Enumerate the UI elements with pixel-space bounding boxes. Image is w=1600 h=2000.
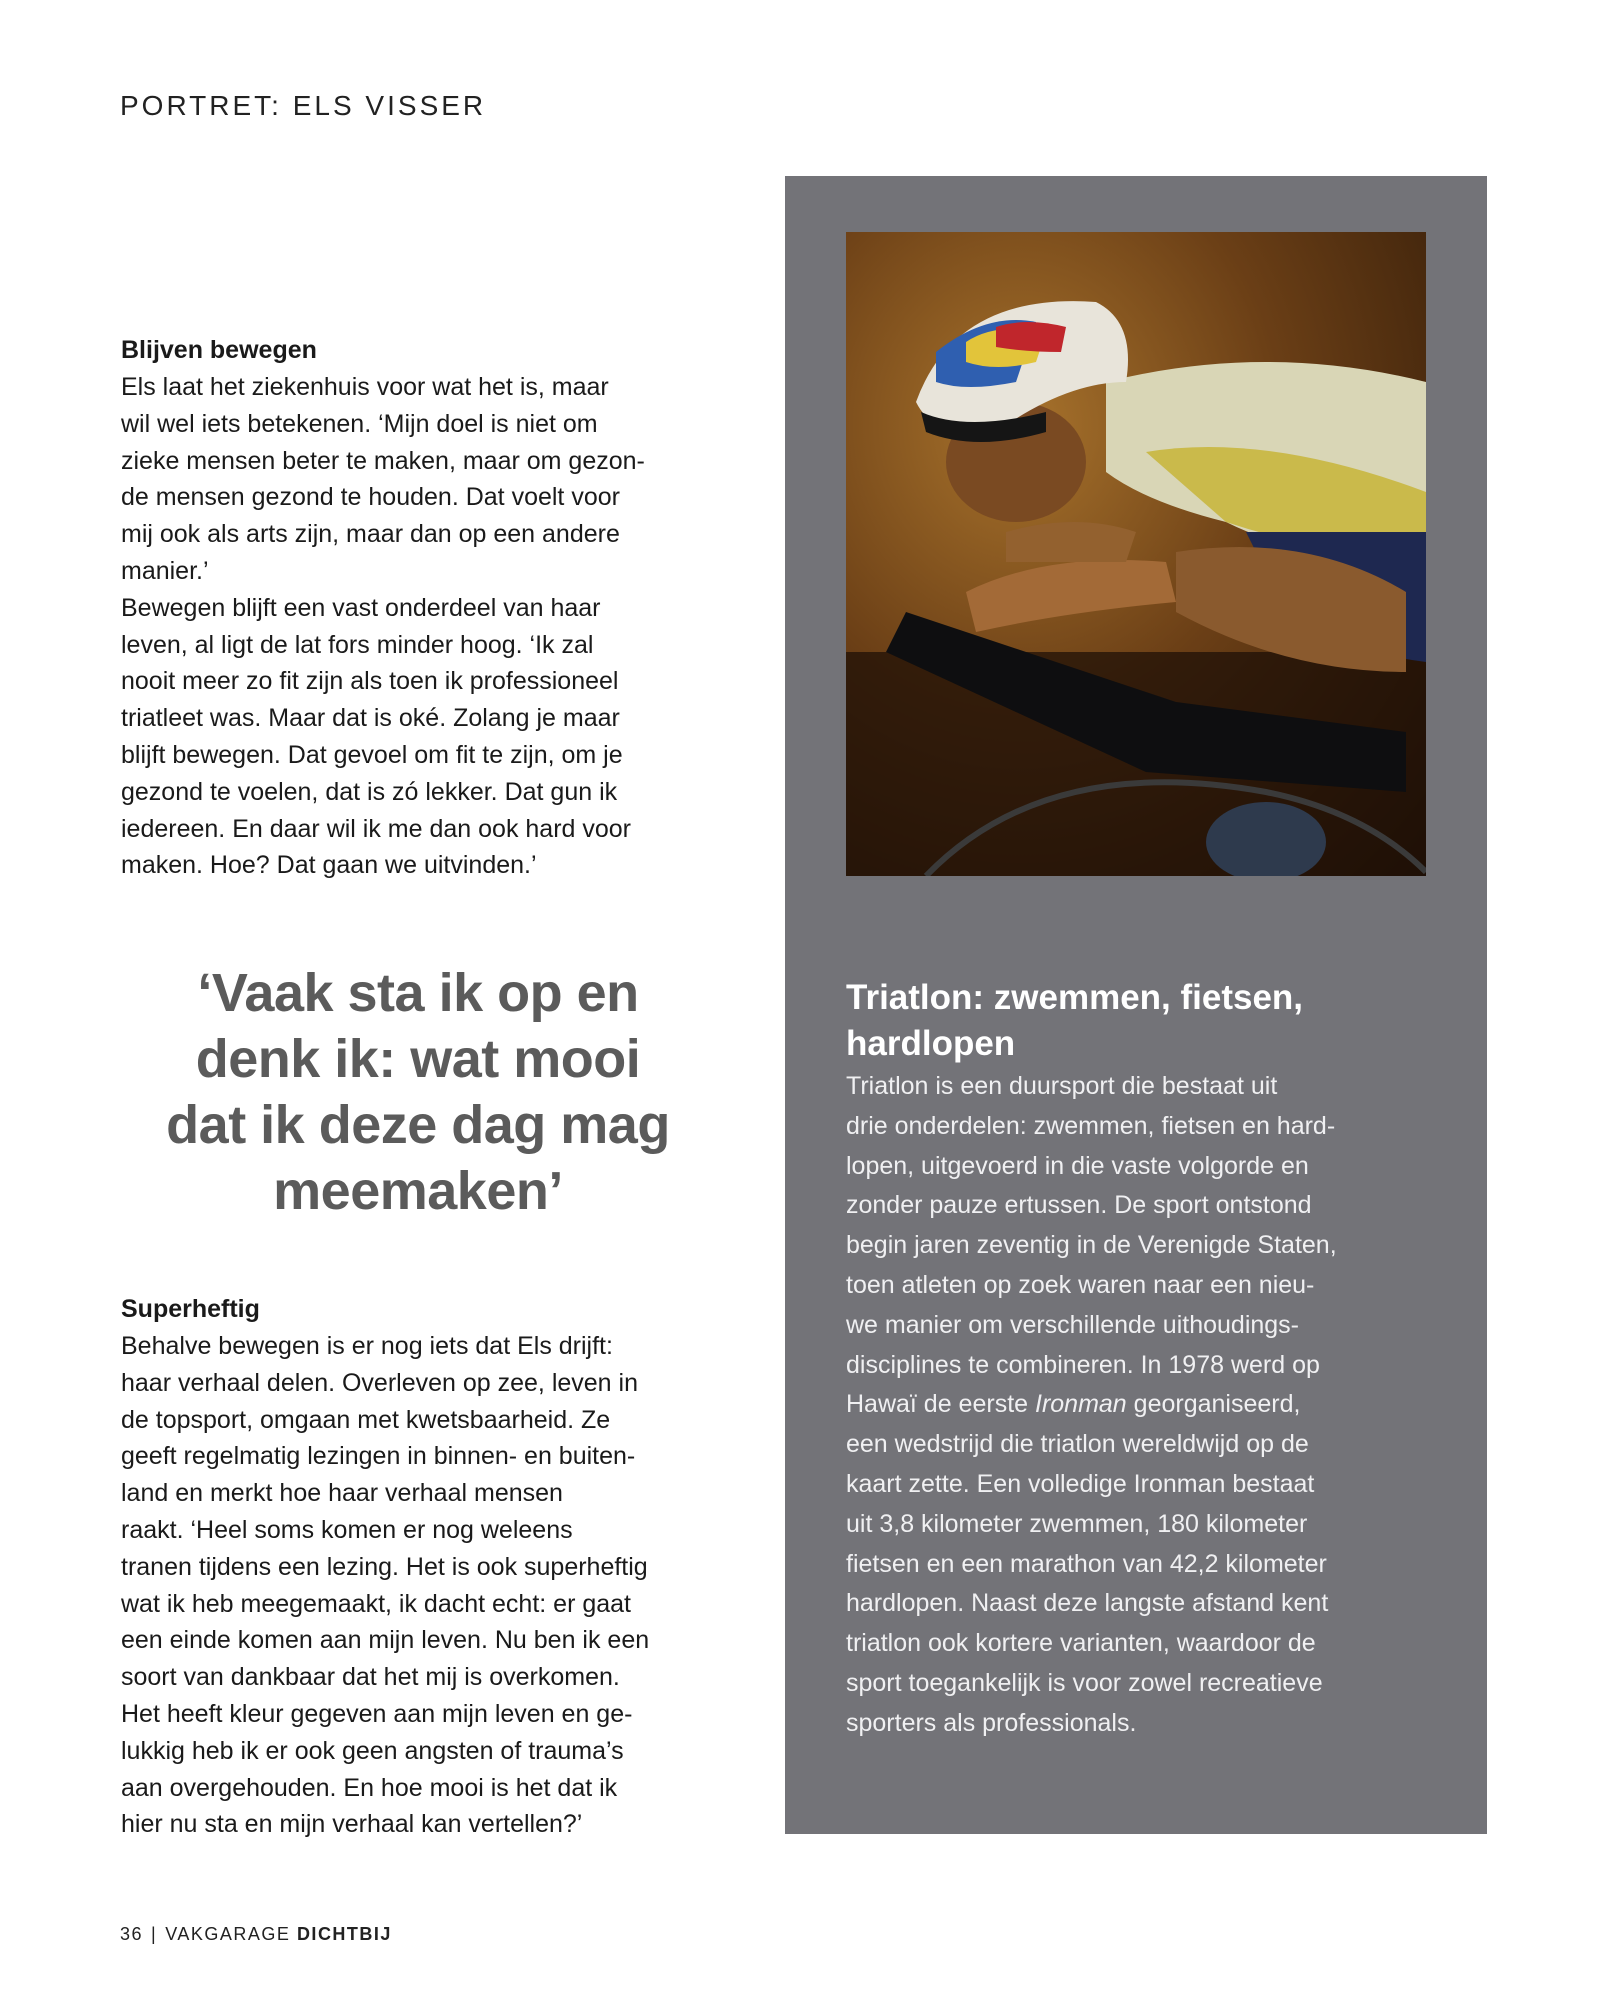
sidebar-title	[846, 975, 1446, 1067]
text-line: Triatlon is een duursport die bestaat uit	[846, 1072, 1278, 1100]
text-line: blijft bewegen. Dat gevoel om fit te zijn, om je	[121, 740, 623, 769]
text-line: soort van dankbaar dat het mij is overkomen.	[121, 1663, 620, 1692]
magazine-name: VAKGARAGE	[165, 1924, 291, 1944]
text-line: een wedstrijd die triatlon wereldwijd op de	[846, 1430, 1309, 1459]
cyclist-illustration	[846, 232, 1426, 876]
quote-line: meemaken’	[273, 1161, 563, 1221]
cyclist-photo	[846, 232, 1426, 876]
paragraph-3	[121, 1328, 741, 1843]
text-line: nooit meer zo fit zijn als toen ik professioneel	[121, 667, 619, 696]
text-line: aan overgehouden. En hoe mooi is het dat ik	[121, 1773, 618, 1802]
italic-ironman: Ironman	[1035, 1390, 1127, 1419]
text-line: disciplines te combineren. In 1978 werd op	[846, 1350, 1320, 1379]
text-line: uit 3,8 kilometer zwemmen, 180 kilometer	[846, 1509, 1308, 1538]
text-line: iedereen. En daar wil ik me dan ook hard voor	[121, 814, 632, 843]
text-line: toen atleten op zoek waren naar een nieu-	[846, 1270, 1315, 1299]
text-line: maken. Hoe? Dat gaan we uitvinden.’	[121, 851, 537, 880]
text-line: sporters als professionals.	[846, 1708, 1137, 1737]
text-line: wat ik heb meegemaakt, ik dacht echt: er gaat	[121, 1589, 631, 1618]
text-line: de topsport, omgaan met kwetsbaarheid. Ze	[121, 1405, 611, 1434]
text-line: triatlon ook kortere varianten, waardoor de	[846, 1629, 1316, 1658]
text-line: mij ook als arts zijn, maar dan op een andere	[121, 520, 620, 549]
text-line: triatleet was. Maar dat is oké. Zolang je maar	[121, 704, 620, 733]
text-line: Het heeft kleur gegeven aan mijn leven en ge-	[121, 1699, 633, 1728]
info-sidebar	[785, 176, 1487, 1834]
text-line: Bewegen blijft een vast onderdeel van haar	[121, 593, 601, 622]
quote-line: dat ik deze dag mag	[166, 1095, 670, 1155]
quote-line: ‘Vaak sta ik op en	[197, 963, 639, 1023]
article-section-1	[121, 332, 721, 884]
page-number: 36	[120, 1924, 144, 1944]
text-line: Behalve bewegen is er nog iets dat Els drijft:	[121, 1332, 613, 1360]
text-line: zonder pauze ertussen. De sport ontstond	[846, 1191, 1312, 1220]
page-footer	[120, 1924, 392, 1945]
text-line: zieke mensen beter te maken, maar om gezon-	[121, 446, 645, 475]
text-line: kaart zette. Een volledige Ironman bestaat	[846, 1469, 1315, 1498]
text-line: drie onderdelen: zwemmen, fietsen en hard-	[846, 1111, 1336, 1140]
footer-separator: |	[151, 1924, 158, 1944]
text-line: Els laat het ziekenhuis voor wat het is, maar	[121, 373, 609, 401]
pull-quote	[112, 960, 724, 1224]
text-line: fietsen en een marathon van 42,2 kilometer	[846, 1549, 1327, 1578]
subheading-superheftig: Superheftig	[121, 1295, 260, 1323]
title-line: Triatlon: zwemmen, fietsen,	[846, 978, 1304, 1017]
text-line: we manier om verschillende uithoudings-	[846, 1310, 1300, 1339]
paragraph-2	[121, 590, 721, 884]
text-line: leven, al ligt de lat fors minder hoog. ‘Ik zal	[121, 630, 594, 659]
text-line: sport toegankelijk is voor zowel recreatieve	[846, 1668, 1323, 1697]
text-line: haar verhaal delen. Overleven op zee, leven in	[121, 1368, 638, 1397]
text-line: geeft regelmatig lezingen in binnen- en buiten-	[121, 1442, 636, 1471]
magazine-name-bold: DICHTBIJ	[296, 1924, 392, 1944]
text-line: manier.’	[121, 556, 209, 585]
text-line: land en merkt hoe haar verhaal mensen	[121, 1479, 563, 1508]
sidebar-body	[846, 1067, 1446, 1744]
text-line: lopen, uitgevoerd in die vaste volgorde en	[846, 1151, 1309, 1180]
section-kicker: PORTRET: ELS VISSER	[120, 90, 487, 121]
text-line: georganiseerd,	[1126, 1390, 1301, 1419]
quote-line: denk ik: wat mooi	[195, 1029, 641, 1089]
text-line: wil wel iets betekenen. ‘Mijn doel is niet om	[121, 409, 598, 438]
text-line: gezond te voelen, dat is zó lekker. Dat gun ik	[121, 777, 618, 806]
title-line: hardlopen	[846, 1024, 1016, 1063]
text-line: de mensen gezond te houden. Dat voelt voor	[121, 483, 620, 512]
paragraph-1	[121, 369, 721, 590]
text-line: hardlopen. Naast deze langste afstand kent	[846, 1589, 1329, 1618]
text-line: een einde komen aan mijn leven. Nu ben ik een	[121, 1626, 650, 1655]
text-line: Hawaï de eerste	[846, 1390, 1035, 1419]
text-line: raakt. ‘Heel soms komen er nog weleens	[121, 1515, 573, 1544]
text-line: hier nu sta en mijn verhaal kan vertellen?’	[121, 1810, 583, 1839]
text-line: tranen tijdens een lezing. Het is ook superheftig	[121, 1552, 648, 1581]
article-section-2	[121, 1291, 741, 1843]
text-line: begin jaren zeventig in de Verenigde Staten,	[846, 1231, 1337, 1260]
subheading-blijven-bewegen: Blijven bewegen	[121, 336, 317, 364]
text-line: lukkig heb ik er ook geen angsten of trauma’s	[121, 1736, 624, 1765]
